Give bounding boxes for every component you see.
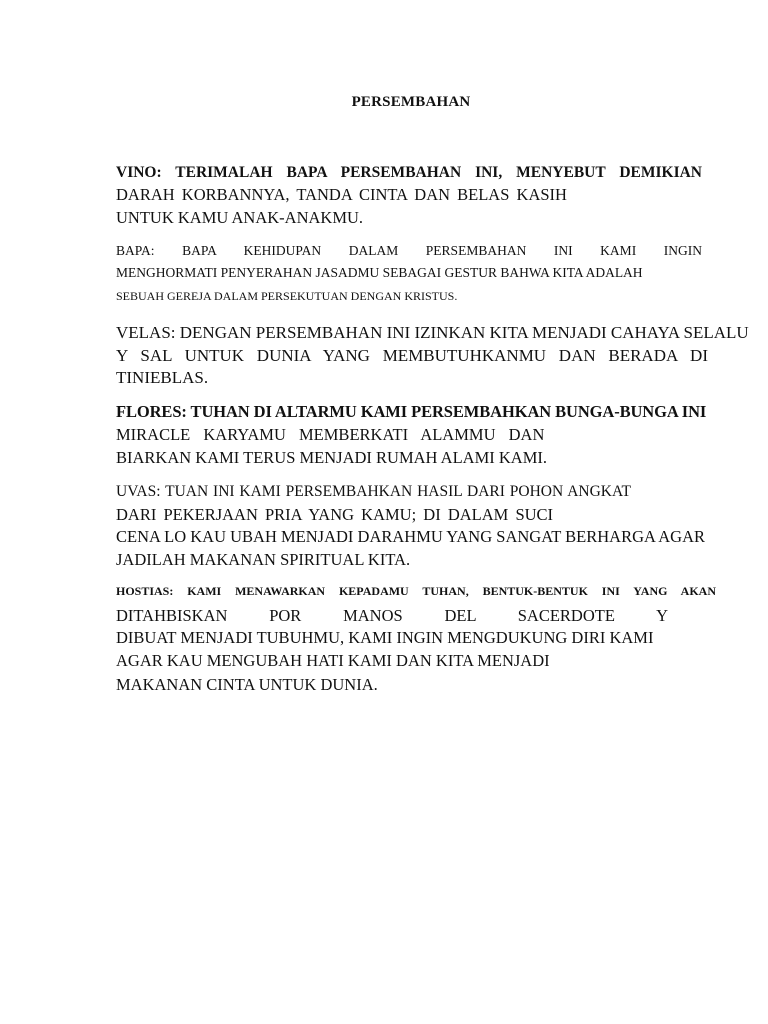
vino-line-2: DARAH KORBANNYA, TANDA CINTA DAN BELAS KASIH bbox=[116, 185, 567, 204]
bapa-line-1: BAPA: BAPA KEHIDUPAN DALAM PERSEMBAHAN INI KAMI INGIN bbox=[116, 243, 702, 258]
uvas-line-3: CENA LO KAU UBAH MENJADI DARAHMU YANG SANGAT BERHARGA AGAR bbox=[116, 527, 705, 546]
hostias-line-5: MAKANAN CINTA UNTUK DUNIA. bbox=[116, 675, 378, 694]
velas-line-2: Y SAL UNTUK DUNIA YANG MEMBUTUHKANMU DAN BERADA DI bbox=[116, 346, 708, 365]
flores-line-1: FLORES: TUHAN DI ALTARMU KAMI PERSEMBAHKAN BUNGA-BUNGA INI bbox=[116, 402, 707, 421]
bapa-line-2: MENGHORMATI PENYERAHAN JASADMU SEBAGAI GESTUR BAHWA KITA ADALAH bbox=[116, 265, 643, 280]
flores-line-3: BIARKAN KAMI TERUS MENJADI RUMAH ALAMI KAMI. bbox=[116, 448, 547, 467]
vino-line-3: UNTUK KAMU ANAK-ANAKMU. bbox=[116, 208, 364, 227]
hostias-line-4: AGAR KAU MENGUBAH HATI KAMI DAN KITA MENJADI bbox=[116, 651, 550, 670]
velas-line-1: VELAS: DENGAN PERSEMBAHAN INI IZINKAN KITA MENJADI CAHAYA SELALU bbox=[116, 323, 749, 342]
hostias-line-3: DIBUAT MENJADI TUBUHMU, KAMI INGIN MENGDUKUNG DIRI KAMI bbox=[116, 628, 654, 647]
uvas-line-2: DARI PEKERJAAN PRIA YANG KAMU; DI DALAM SUCI bbox=[116, 505, 554, 524]
hostias-line-1: HOSTIAS: KAMI MENAWARKAN KEPADAMU TUHAN, BENTUK-BENTUK INI YANG AKAN bbox=[116, 584, 716, 598]
page-title: PERSEMBAHAN bbox=[351, 94, 471, 110]
uvas-line-4: JADILAH MAKANAN SPIRITUAL KITA. bbox=[116, 550, 411, 569]
vino-line-1: VINO: TERIMALAH BAPA PERSEMBAHAN INI, MENYEBUT DEMIKIAN bbox=[116, 164, 702, 181]
velas-line-3: TINIEBLAS. bbox=[116, 368, 209, 387]
bapa-line-3: SEBUAH GEREJA DALAM PERSEKUTUAN DENGAN KRISTUS. bbox=[116, 289, 458, 303]
hostias-line-2: DITAHBISKAN POR MANOS DEL SACERDOTE Y bbox=[116, 606, 668, 625]
flores-line-2: MIRACLE KARYAMU MEMBERKATI ALAMMU DAN bbox=[116, 425, 545, 444]
uvas-line-1: UVAS: TUAN INI KAMI PERSEMBAHKAN HASIL DARI POHON ANGKAT bbox=[116, 483, 631, 500]
